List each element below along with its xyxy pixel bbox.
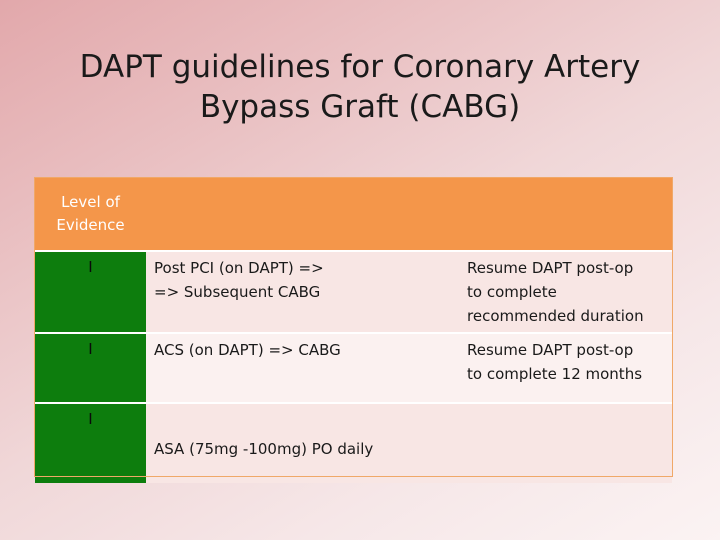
table-header-row xyxy=(35,178,672,251)
header-line-2: Evidence xyxy=(56,216,125,234)
recommendation-line: to complete 12 months xyxy=(467,365,643,383)
title-line-2: Bypass Graft (CABG) xyxy=(199,88,521,125)
level-cell: I xyxy=(35,333,146,403)
scenario-cell xyxy=(146,403,457,483)
level-cell: I xyxy=(35,251,146,333)
header-empty-cell xyxy=(146,178,457,251)
recommendation-line: to complete xyxy=(467,283,557,301)
scenario-line: Post PCI (on DAPT) => xyxy=(154,259,324,277)
recommendation-cell xyxy=(457,333,672,403)
level-of-evidence-header xyxy=(35,178,146,251)
level-cell: I xyxy=(35,403,146,483)
recommendation-line: Resume DAPT post-op xyxy=(467,259,634,277)
table-row xyxy=(35,403,672,483)
scenario-cell xyxy=(146,333,457,403)
recommendation-line: Resume DAPT post-op xyxy=(467,341,634,359)
scenario-line: => Subsequent CABG xyxy=(154,283,321,301)
recommendation-cell xyxy=(457,403,672,483)
scenario-cell xyxy=(146,251,457,333)
scenario-line: ASA (75mg -100mg) PO daily xyxy=(154,440,374,458)
title-line-1: DAPT guidelines for Coronary Artery xyxy=(79,48,641,85)
table-row xyxy=(35,333,672,403)
dapt-guidelines-table xyxy=(35,178,672,483)
recommendation-cell xyxy=(457,251,672,333)
header-empty-cell xyxy=(457,178,672,251)
scenario-line: ACS (on DAPT) => CABG xyxy=(154,341,341,359)
table-row xyxy=(35,251,672,333)
page-title xyxy=(40,47,680,127)
header-line-1: Level of xyxy=(61,193,120,211)
recommendation-line: recommended duration xyxy=(467,307,644,325)
